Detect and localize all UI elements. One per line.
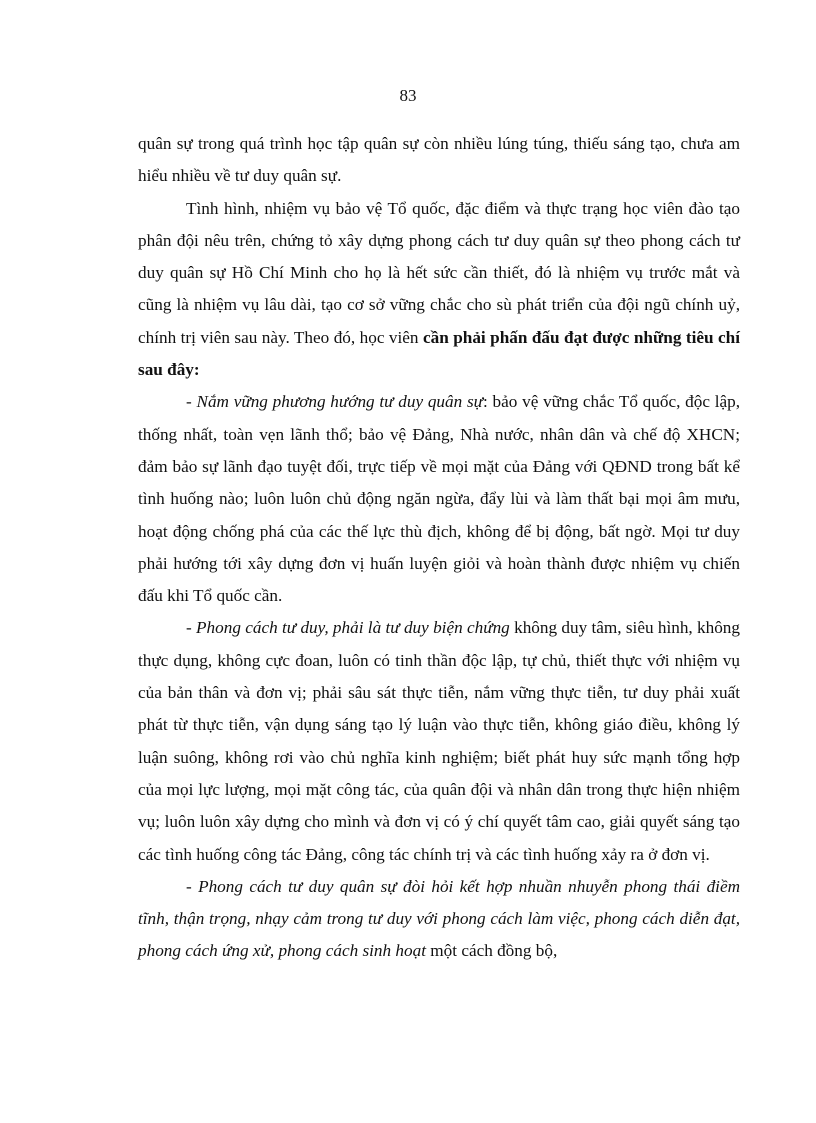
bold-phrase: cần phải phấn đấu đạt được những tiêu chí sau đây:	[138, 327, 740, 380]
italic-heading: Phong cách tư duy, phải là tư duy biện chứng	[196, 618, 510, 638]
bullet-dash: -	[186, 876, 199, 896]
paragraph-text: một cách đồng bộ,	[425, 941, 558, 961]
bullet-dash: -	[186, 392, 197, 412]
paragraph-1	[138, 128, 740, 193]
bullet-dash: -	[186, 618, 197, 638]
page-number: 83	[399, 86, 417, 105]
paragraph-text: : bảo vệ vững chắc Tổ quốc, độc lập, thống nhất, toàn vẹn lãnh thổ; bảo vệ Đảng, Nhà nước, nhân dân và chế độ XHCN; đảm bảo sự lãnh đạo tuyệt đối, trực tiếp về mọi mặt của Đảng với QĐND trong bất kể tình huống nào; luôn luôn chủ động ngăn ngừa, đẩy lùi và làm thất bại mọi âm mưu, hoạt động chống phá của các thế lực thù địch, không để bị động, bất ngờ. Mọi tư duy phải hướng tới xây dựng đơn vị huấn luyện giỏi và hoàn thành được nhiệm vụ chiến đấu khi Tổ quốc cần.	[138, 392, 740, 606]
paragraph-text: Tình hình, nhiệm vụ bảo vệ Tổ quốc, đặc điểm và thực trạng học viên đào tạo phân đội nêu trên, chứng tỏ xây dựng phong cách tư duy quân sự theo phong cách tư duy quân sự Hồ Chí Minh cho họ là hết sức cần thiết, đó là nhiệm vụ trước mắt và cũng là nhiệm vụ lâu dài, tạo cơ sở vững chắc cho sù phát triển của đội ngũ chính uỷ, chính trị viên sau này. Theo đó, học viên	[138, 198, 740, 347]
italic-heading: Phong cách tư duy quân sự đòi hỏi kết hợp nhuần nhuyễn phong thái điềm tĩnh, thận trọng, nhạy cảm trong tư duy với phong cách làm việc, phong cách diễn đạt, phong cách ứng xử, phong cách sinh hoạt	[138, 876, 740, 961]
paragraph-5	[138, 871, 740, 968]
paragraph-3	[138, 386, 740, 612]
paragraph-text: không duy tâm, siêu hình, không thực dụng, không cực đoan, luôn có tinh thần độc lập, tự chủ, thiết thực với nhiệm vụ của bản thân và đơn vị; phải sâu sát thực tiễn, nắm vững thực tiễn, tư duy phải xuất phát từ thực tiễn, vận dụng sáng tạo lý luận vào thực tiễn, không giáo điều, không lý luận suông, không rơi vào chủ nghĩa kinh nghiệm; biết phát huy sức mạnh tổng hợp của mọi lực lượng, mọi mặt công tác, của quân đội và nhân dân trong thực hiện nhiệm vụ; luôn luôn xây dựng cho mình và đơn vị có ý chí quyết tâm cao, giải quyết sáng tạo các tình huống công tác Đảng, công tác chính trị và các tình huống xảy ra ở đơn vị.	[138, 618, 740, 864]
paragraph-4	[138, 612, 740, 870]
document-body	[138, 128, 740, 968]
paragraph-text: quân sự trong quá trình học tập quân sự còn nhiều lúng túng, thiếu sáng tạo, chưa am hiểu nhiều về tư duy quân sự.	[138, 134, 740, 186]
paragraph-2	[138, 193, 740, 387]
italic-heading: Nắm vững phương hướng tư duy quân sự	[196, 392, 484, 412]
